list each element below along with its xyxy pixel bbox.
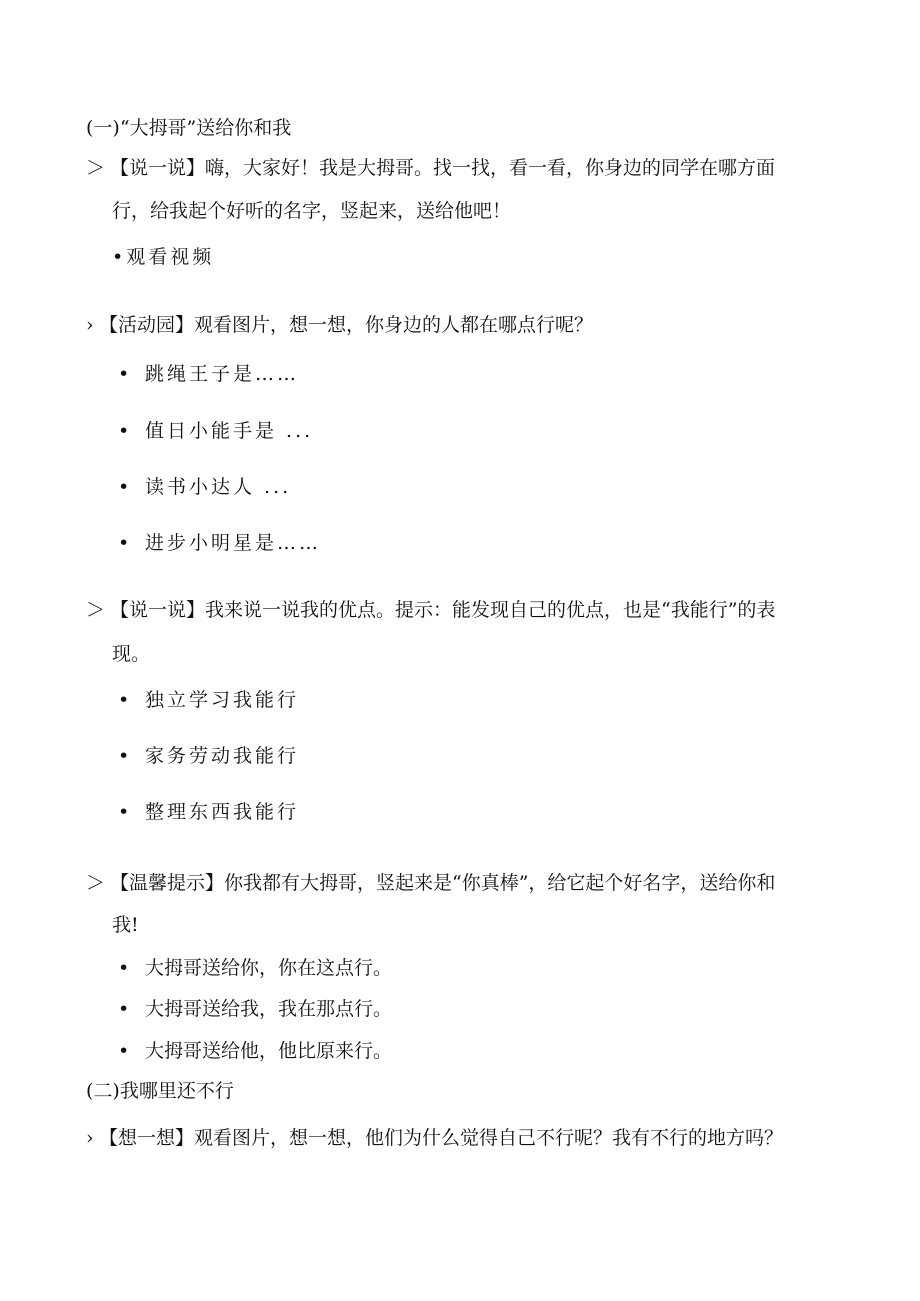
- bullet-dot: •: [118, 1040, 130, 1062]
- video-item: •观看视频: [112, 246, 215, 268]
- bullet-dot: •: [118, 745, 130, 767]
- list-item: 值日小能手是 ...: [145, 420, 314, 442]
- list-item: 整理东西我能行: [145, 801, 300, 823]
- paragraph-marker: ＞: [86, 157, 106, 179]
- bullet-dot: •: [118, 532, 130, 554]
- section-heading-1: (一)“大拇哥”送给你和我: [86, 117, 292, 139]
- say-line-1: 【说一说】我来说一说我的优点。提示：能发现自己的优点，也是“我能行”的表: [110, 599, 776, 621]
- bullet-dot: •: [118, 689, 130, 711]
- paragraph-marker: ›: [86, 314, 94, 336]
- list-item: 读书小达人 ...: [145, 476, 292, 498]
- think-text: 【想一想】观看图片，想一想，他们为什么觉得自己不行呢？我有不行的地方吗？: [99, 1127, 784, 1149]
- list-item: 大拇哥送给我，我在那点行。: [145, 998, 393, 1020]
- list-item: 进步小明星是……: [145, 532, 322, 554]
- list-item: 跳绳王子是……: [145, 363, 300, 385]
- bullet-dot: •: [118, 363, 130, 385]
- list-item: 大拇哥送给你，你在这点行。: [145, 957, 393, 979]
- paragraph-marker: ＞: [86, 872, 106, 894]
- bullet-dot: •: [118, 957, 130, 979]
- bullet-dot: •: [118, 998, 130, 1020]
- activity-text: 【活动园】观看图片，想一想，你身边的人都在哪点行呢？: [99, 314, 594, 336]
- paragraph-marker: ＞: [86, 599, 106, 621]
- intro-line-2: 行，给我起个好听的名字，竖起来，送给他吧！: [112, 200, 512, 222]
- tip-line-2: 我!: [112, 914, 139, 936]
- intro-line-1: 【说一说】嗨，大家好！我是大拇哥。找一找，看一看，你身边的同学在哪方面: [110, 157, 776, 179]
- bullet-dot: •: [118, 476, 130, 498]
- list-item: 独立学习我能行: [145, 689, 300, 711]
- list-item: 大拇哥送给他，他比原来行。: [145, 1040, 393, 1062]
- bullet-dot: •: [118, 420, 130, 442]
- say-line-2: 现。: [112, 643, 151, 665]
- paragraph-marker: ›: [86, 1127, 94, 1149]
- bullet-dot: •: [118, 801, 130, 823]
- tip-line-1: 【温馨提示】你我都有大拇哥，竖起来是“你真棒”，给它起个好名字，送给你和: [110, 872, 776, 894]
- section-heading-2: (二)我哪里还不行: [86, 1080, 234, 1102]
- list-item: 家务劳动我能行: [145, 745, 300, 767]
